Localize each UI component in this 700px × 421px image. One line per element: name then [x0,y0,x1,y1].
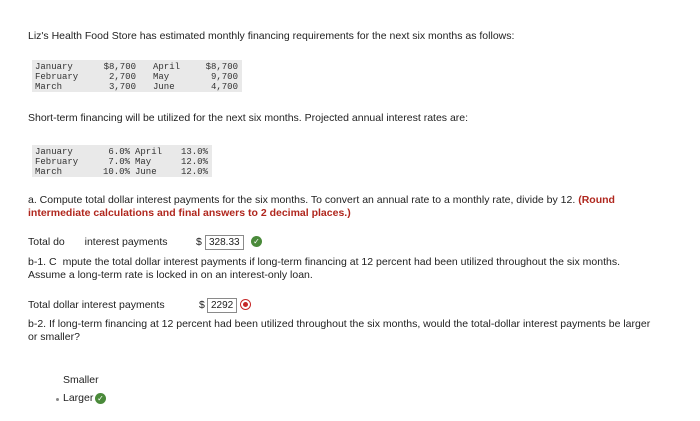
rounding-note: (Round intermediate calculations and final answers to 2 decimal places.) [28,194,615,219]
part-b1-question: b-1. C mpute the total dollar interest payments if long-term financing at 12 percent had been utilized throughout the six months. Assume a long-term rate is locked in on an interest-only loan. [28,256,621,281]
currency-symbol: $ [199,299,205,311]
option-smaller[interactable]: Smaller [63,374,99,386]
part-b1-answer-label: Total dollar interest payments [28,299,165,311]
option-larger[interactable]: Larger [63,392,94,404]
intro-text: Liz's Health Food Store has estimated monthly financing requirements for the next six months as follows: [28,30,515,42]
financing-amounts-right: $8,700 9,700 4,700 [205,62,238,92]
currency-symbol: $ [196,236,202,248]
correct-check-icon: ✓ [251,236,262,247]
financing-months-left: January February March [35,62,79,92]
incorrect-x-icon [240,299,251,310]
part-b2-question: b-2. If long-term financing at 12 percent had been utilized throughout the six months, would the total-dollar interest payments be larger or smaller? [28,318,651,343]
radio-selected-icon[interactable] [56,398,59,401]
rates-months-left: January February March [35,147,79,177]
correct-check-icon: ✓ [95,393,106,404]
rates-months-right: April May June [135,147,163,177]
part-b1-answer-input[interactable]: 2292 [207,298,237,313]
financing-months-right: April May June [153,62,181,92]
rates-intro-text: Short-term financing will be utilized for the next six months. Projected annual interest rates are: [28,112,469,124]
ring-icon [241,300,250,309]
rates-values-left: 6.0% 7.0% 10.0% [102,147,130,177]
financing-amounts-left: $8,700 2,700 3,700 [103,62,136,92]
part-a-answer-input[interactable]: 328.33 [205,235,244,250]
part-a-answer-label: Total do interest payments [28,236,168,248]
rates-values-right: 13.0% 12.0% 12.0% [180,147,208,177]
part-a-question: a. Compute total dollar interest payments for the six months. To convert an annual rate to a monthly rate, divide by 12. (Round intermediate calculations and final answers to 2 decimal places.) [28,194,615,219]
